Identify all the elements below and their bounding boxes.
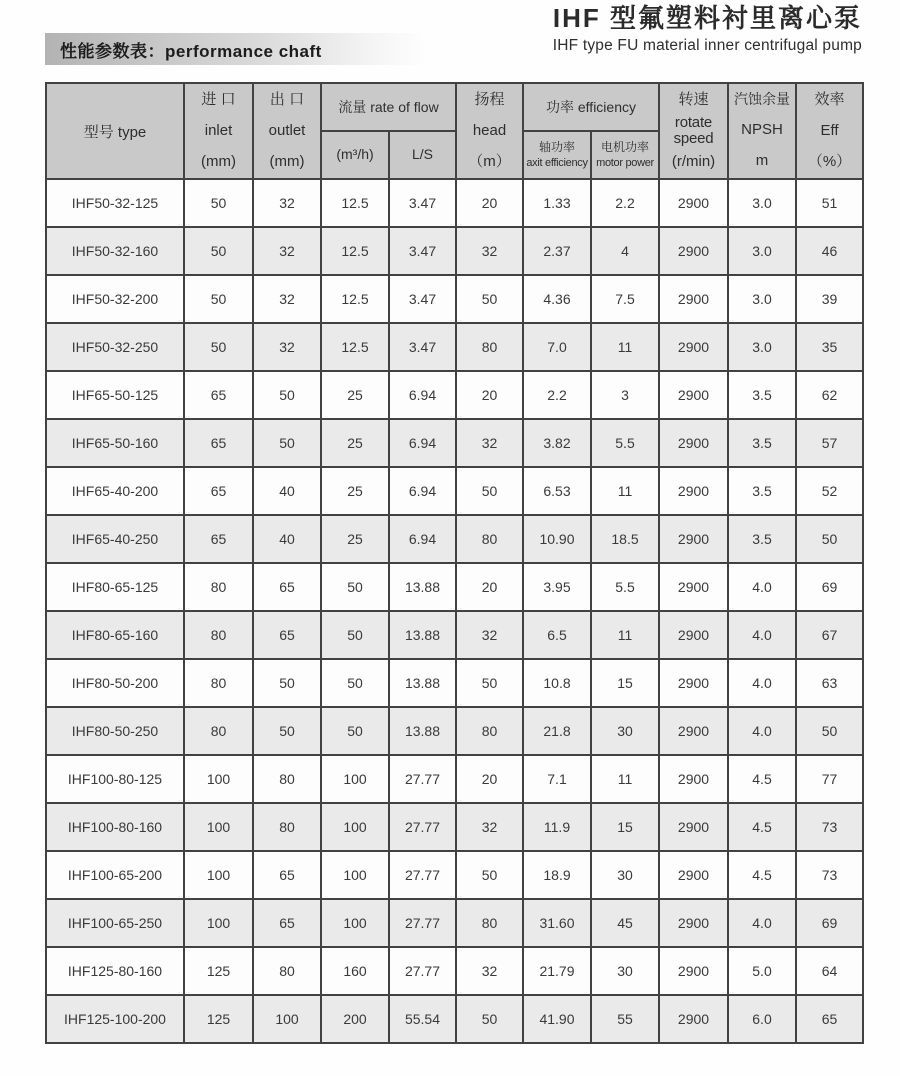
table-cell: 21.79: [523, 947, 591, 995]
table-cell: 50: [456, 995, 523, 1043]
table-cell: 7.5: [591, 275, 659, 323]
table-cell: 4.0: [728, 611, 796, 659]
table-cell: 3.5: [728, 515, 796, 563]
table-cell: 25: [321, 467, 389, 515]
table-cell: 50: [184, 275, 253, 323]
table-cell: 21.8: [523, 707, 591, 755]
table-cell: 3: [591, 371, 659, 419]
table-cell: 12.5: [321, 179, 389, 227]
table-cell: 50: [456, 275, 523, 323]
table-cell: 100: [321, 803, 389, 851]
table-cell: 6.0: [728, 995, 796, 1043]
table-cell: 2.37: [523, 227, 591, 275]
table-cell: 80: [184, 563, 253, 611]
performance-table: [45, 82, 864, 1044]
table-cell: 50: [253, 419, 321, 467]
table-cell: 63: [796, 659, 863, 707]
table-cell: 200: [321, 995, 389, 1043]
table-cell: 2900: [659, 515, 728, 563]
table-cell: 55: [591, 995, 659, 1043]
section-label-bar: [45, 33, 427, 65]
section-label: 性能参数表：performance chaft: [60, 41, 322, 61]
table-row: [46, 755, 863, 803]
table-cell: 3.95: [523, 563, 591, 611]
table-cell: 100: [184, 899, 253, 947]
table-cell: 4.5: [728, 803, 796, 851]
table-cell: IHF100-80-125: [46, 755, 184, 803]
table-cell: 13.88: [389, 707, 456, 755]
table-cell: 80: [253, 755, 321, 803]
header-rotate-speed: 转速 rotate speed (r/min): [659, 83, 728, 179]
table-cell: 7.0: [523, 323, 591, 371]
table-cell: IHF65-40-250: [46, 515, 184, 563]
table-cell: 2900: [659, 419, 728, 467]
table-cell: 125: [184, 947, 253, 995]
table-cell: 3.5: [728, 419, 796, 467]
table-cell: 4: [591, 227, 659, 275]
table-cell: 100: [184, 851, 253, 899]
table-cell: 80: [456, 899, 523, 947]
table-cell: 67: [796, 611, 863, 659]
table-cell: 11: [591, 467, 659, 515]
table-cell: IHF50-32-250: [46, 323, 184, 371]
table-cell: 12.5: [321, 323, 389, 371]
table-cell: 6.53: [523, 467, 591, 515]
table-cell: 3.82: [523, 419, 591, 467]
table-row: [46, 899, 863, 947]
table-cell: 3.0: [728, 227, 796, 275]
table-cell: 40: [253, 467, 321, 515]
table-cell: 31.60: [523, 899, 591, 947]
table-cell: 80: [184, 659, 253, 707]
table-cell: 18.9: [523, 851, 591, 899]
table-cell: 2900: [659, 563, 728, 611]
table-cell: 6.94: [389, 515, 456, 563]
table-cell: 39: [796, 275, 863, 323]
table-cell: 50: [456, 467, 523, 515]
table-cell: IHF50-32-125: [46, 179, 184, 227]
table-cell: 27.77: [389, 851, 456, 899]
table-row: [46, 515, 863, 563]
table-cell: 13.88: [389, 611, 456, 659]
table-cell: 50: [253, 659, 321, 707]
table-cell: 4.0: [728, 899, 796, 947]
table-cell: 80: [184, 611, 253, 659]
header-inlet: 进 口 inlet (mm): [184, 83, 253, 179]
table-row: [46, 419, 863, 467]
table-cell: 2900: [659, 611, 728, 659]
table-row: [46, 275, 863, 323]
table-cell: 32: [456, 227, 523, 275]
table-cell: 45: [591, 899, 659, 947]
table-cell: 30: [591, 707, 659, 755]
table-cell: 80: [253, 803, 321, 851]
table-cell: 50: [321, 659, 389, 707]
table-cell: 2900: [659, 179, 728, 227]
header-motor-power: 电机功率 motor power: [591, 131, 659, 179]
table-cell: 2900: [659, 227, 728, 275]
table-row: [46, 851, 863, 899]
table-cell: 12.5: [321, 275, 389, 323]
header-efficiency-group: 功率 efficiency: [523, 83, 659, 131]
table-cell: 35: [796, 323, 863, 371]
table-cell: 46: [796, 227, 863, 275]
table-cell: 6.94: [389, 419, 456, 467]
table-cell: 50: [321, 611, 389, 659]
table-cell: 65: [253, 611, 321, 659]
table-cell: 25: [321, 515, 389, 563]
table-cell: IHF65-50-125: [46, 371, 184, 419]
table-cell: 11: [591, 611, 659, 659]
table-cell: 65: [184, 467, 253, 515]
table-cell: 32: [253, 227, 321, 275]
table-cell: 4.0: [728, 659, 796, 707]
page-title: IHF 型氟塑料衬里离心泵: [552, 3, 862, 33]
table-cell: 50: [184, 227, 253, 275]
table-cell: 2900: [659, 323, 728, 371]
table-cell: 10.8: [523, 659, 591, 707]
table-cell: 100: [321, 899, 389, 947]
table-cell: 12.5: [321, 227, 389, 275]
table-row: [46, 707, 863, 755]
table-cell: 20: [456, 755, 523, 803]
header-head: 扬程 head （m）: [456, 83, 523, 179]
table-cell: 11: [591, 323, 659, 371]
table-cell: 100: [321, 851, 389, 899]
table-cell: 6.5: [523, 611, 591, 659]
table-cell: IHF125-100-200: [46, 995, 184, 1043]
table-cell: 3.0: [728, 275, 796, 323]
table-cell: 27.77: [389, 899, 456, 947]
header-type: 型号 type: [46, 83, 184, 179]
table-cell: 80: [456, 323, 523, 371]
table-cell: 3.47: [389, 179, 456, 227]
table-cell: 2900: [659, 659, 728, 707]
table-cell: 40: [253, 515, 321, 563]
table-cell: 2900: [659, 947, 728, 995]
table-cell: 50: [253, 371, 321, 419]
table-cell: 3.47: [389, 275, 456, 323]
table-cell: 50: [796, 707, 863, 755]
table-cell: 51: [796, 179, 863, 227]
table-cell: 77: [796, 755, 863, 803]
table-cell: 13.88: [389, 659, 456, 707]
table-row: [46, 467, 863, 515]
table-cell: 50: [321, 707, 389, 755]
table-cell: 41.90: [523, 995, 591, 1043]
table-cell: 32: [253, 323, 321, 371]
table-cell: 4.0: [728, 563, 796, 611]
table-cell: 5.5: [591, 419, 659, 467]
table-cell: IHF80-50-200: [46, 659, 184, 707]
header-eff: 效率 Eff （%）: [796, 83, 863, 179]
table-cell: 2900: [659, 899, 728, 947]
table-cell: IHF50-32-200: [46, 275, 184, 323]
table-cell: 2900: [659, 755, 728, 803]
table-cell: 52: [796, 467, 863, 515]
table-cell: 32: [253, 275, 321, 323]
table-cell: 4.5: [728, 755, 796, 803]
table-cell: 1.33: [523, 179, 591, 227]
table-cell: IHF65-40-200: [46, 467, 184, 515]
table-cell: 2900: [659, 467, 728, 515]
table-cell: 65: [253, 851, 321, 899]
table-cell: 2.2: [523, 371, 591, 419]
table-cell: 2900: [659, 707, 728, 755]
table-cell: IHF80-65-125: [46, 563, 184, 611]
table-cell: 20: [456, 371, 523, 419]
table-cell: 50: [796, 515, 863, 563]
table-cell: 50: [321, 563, 389, 611]
table-cell: 65: [184, 371, 253, 419]
table-cell: 32: [253, 179, 321, 227]
header-flow-ls: L/S: [389, 131, 456, 179]
table-row: [46, 371, 863, 419]
table-cell: 80: [456, 707, 523, 755]
table-row: [46, 227, 863, 275]
table-cell: IHF100-65-250: [46, 899, 184, 947]
table-cell: IHF100-65-200: [46, 851, 184, 899]
table-cell: 62: [796, 371, 863, 419]
header-outlet: 出 口 outlet (mm): [253, 83, 321, 179]
table-cell: 69: [796, 563, 863, 611]
table-row: [46, 179, 863, 227]
header-axit-power: 轴功率 axit efficiency: [523, 131, 591, 179]
table-cell: 50: [184, 323, 253, 371]
table-cell: 11.9: [523, 803, 591, 851]
table-cell: 65: [253, 899, 321, 947]
table-cell: 50: [253, 707, 321, 755]
table-cell: 100: [321, 755, 389, 803]
table-cell: 6.94: [389, 371, 456, 419]
table-cell: 10.90: [523, 515, 591, 563]
table-cell: 57: [796, 419, 863, 467]
table-body: [46, 179, 863, 1043]
table-cell: 2900: [659, 851, 728, 899]
table-cell: 125: [184, 995, 253, 1043]
table-cell: IHF125-80-160: [46, 947, 184, 995]
title-block: [553, 4, 862, 55]
table-cell: 4.0: [728, 707, 796, 755]
table-cell: 100: [184, 803, 253, 851]
table-cell: IHF80-65-160: [46, 611, 184, 659]
table-cell: 100: [253, 995, 321, 1043]
table-row: [46, 323, 863, 371]
table-cell: 27.77: [389, 947, 456, 995]
table-cell: 15: [591, 803, 659, 851]
table-cell: 6.94: [389, 467, 456, 515]
table-cell: 73: [796, 803, 863, 851]
table-row: [46, 563, 863, 611]
table-cell: 32: [456, 419, 523, 467]
table-row: [46, 803, 863, 851]
table-cell: 3.5: [728, 467, 796, 515]
table-cell: 65: [253, 563, 321, 611]
table-cell: 27.77: [389, 755, 456, 803]
table-header: [46, 83, 863, 179]
table-cell: 50: [456, 659, 523, 707]
table-cell: 65: [184, 515, 253, 563]
table-cell: 2900: [659, 371, 728, 419]
table-row: [46, 659, 863, 707]
page-subtitle: IHF type FU material inner centrifugal pump: [552, 36, 862, 54]
table-cell: 2900: [659, 275, 728, 323]
table-cell: 18.5: [591, 515, 659, 563]
table-cell: 15: [591, 659, 659, 707]
table-cell: IHF80-50-250: [46, 707, 184, 755]
table-cell: 69: [796, 899, 863, 947]
table-cell: 32: [456, 611, 523, 659]
header-flow-m3h: (m³/h): [321, 131, 389, 179]
table-cell: 7.1: [523, 755, 591, 803]
table-cell: 65: [796, 995, 863, 1043]
table-cell: 55.54: [389, 995, 456, 1043]
table-cell: 73: [796, 851, 863, 899]
table-row: [46, 947, 863, 995]
table-cell: 5.5: [591, 563, 659, 611]
table-cell: 50: [184, 179, 253, 227]
table-cell: 30: [591, 851, 659, 899]
table-cell: 3.0: [728, 179, 796, 227]
table-cell: 64: [796, 947, 863, 995]
table-cell: 3.0: [728, 323, 796, 371]
table-cell: 11: [591, 755, 659, 803]
table-cell: 5.0: [728, 947, 796, 995]
table-row: [46, 995, 863, 1043]
table-cell: 25: [321, 419, 389, 467]
table-cell: 32: [456, 803, 523, 851]
table-cell: 4.5: [728, 851, 796, 899]
table-cell: 27.77: [389, 803, 456, 851]
header-flow-group: 流量 rate of flow: [321, 83, 456, 131]
table-cell: IHF65-50-160: [46, 419, 184, 467]
table-cell: 4.36: [523, 275, 591, 323]
table-cell: 2900: [659, 995, 728, 1043]
table-cell: 80: [253, 947, 321, 995]
table-cell: IHF100-80-160: [46, 803, 184, 851]
table-cell: IHF50-32-160: [46, 227, 184, 275]
table-cell: 20: [456, 563, 523, 611]
table-cell: 13.88: [389, 563, 456, 611]
table-cell: 20: [456, 179, 523, 227]
table-cell: 2.2: [591, 179, 659, 227]
table-cell: 100: [184, 755, 253, 803]
table-cell: 80: [456, 515, 523, 563]
table-cell: 3.5: [728, 371, 796, 419]
table-cell: 32: [456, 947, 523, 995]
table-cell: 50: [456, 851, 523, 899]
table-cell: 3.47: [389, 227, 456, 275]
table-cell: 65: [184, 419, 253, 467]
table-cell: 25: [321, 371, 389, 419]
table-cell: 30: [591, 947, 659, 995]
table-cell: 2900: [659, 803, 728, 851]
header-npsh: 汽蚀余量 NPSH m: [728, 83, 796, 179]
table-cell: 160: [321, 947, 389, 995]
table-row: [46, 611, 863, 659]
table-cell: 80: [184, 707, 253, 755]
table-cell: 3.47: [389, 323, 456, 371]
